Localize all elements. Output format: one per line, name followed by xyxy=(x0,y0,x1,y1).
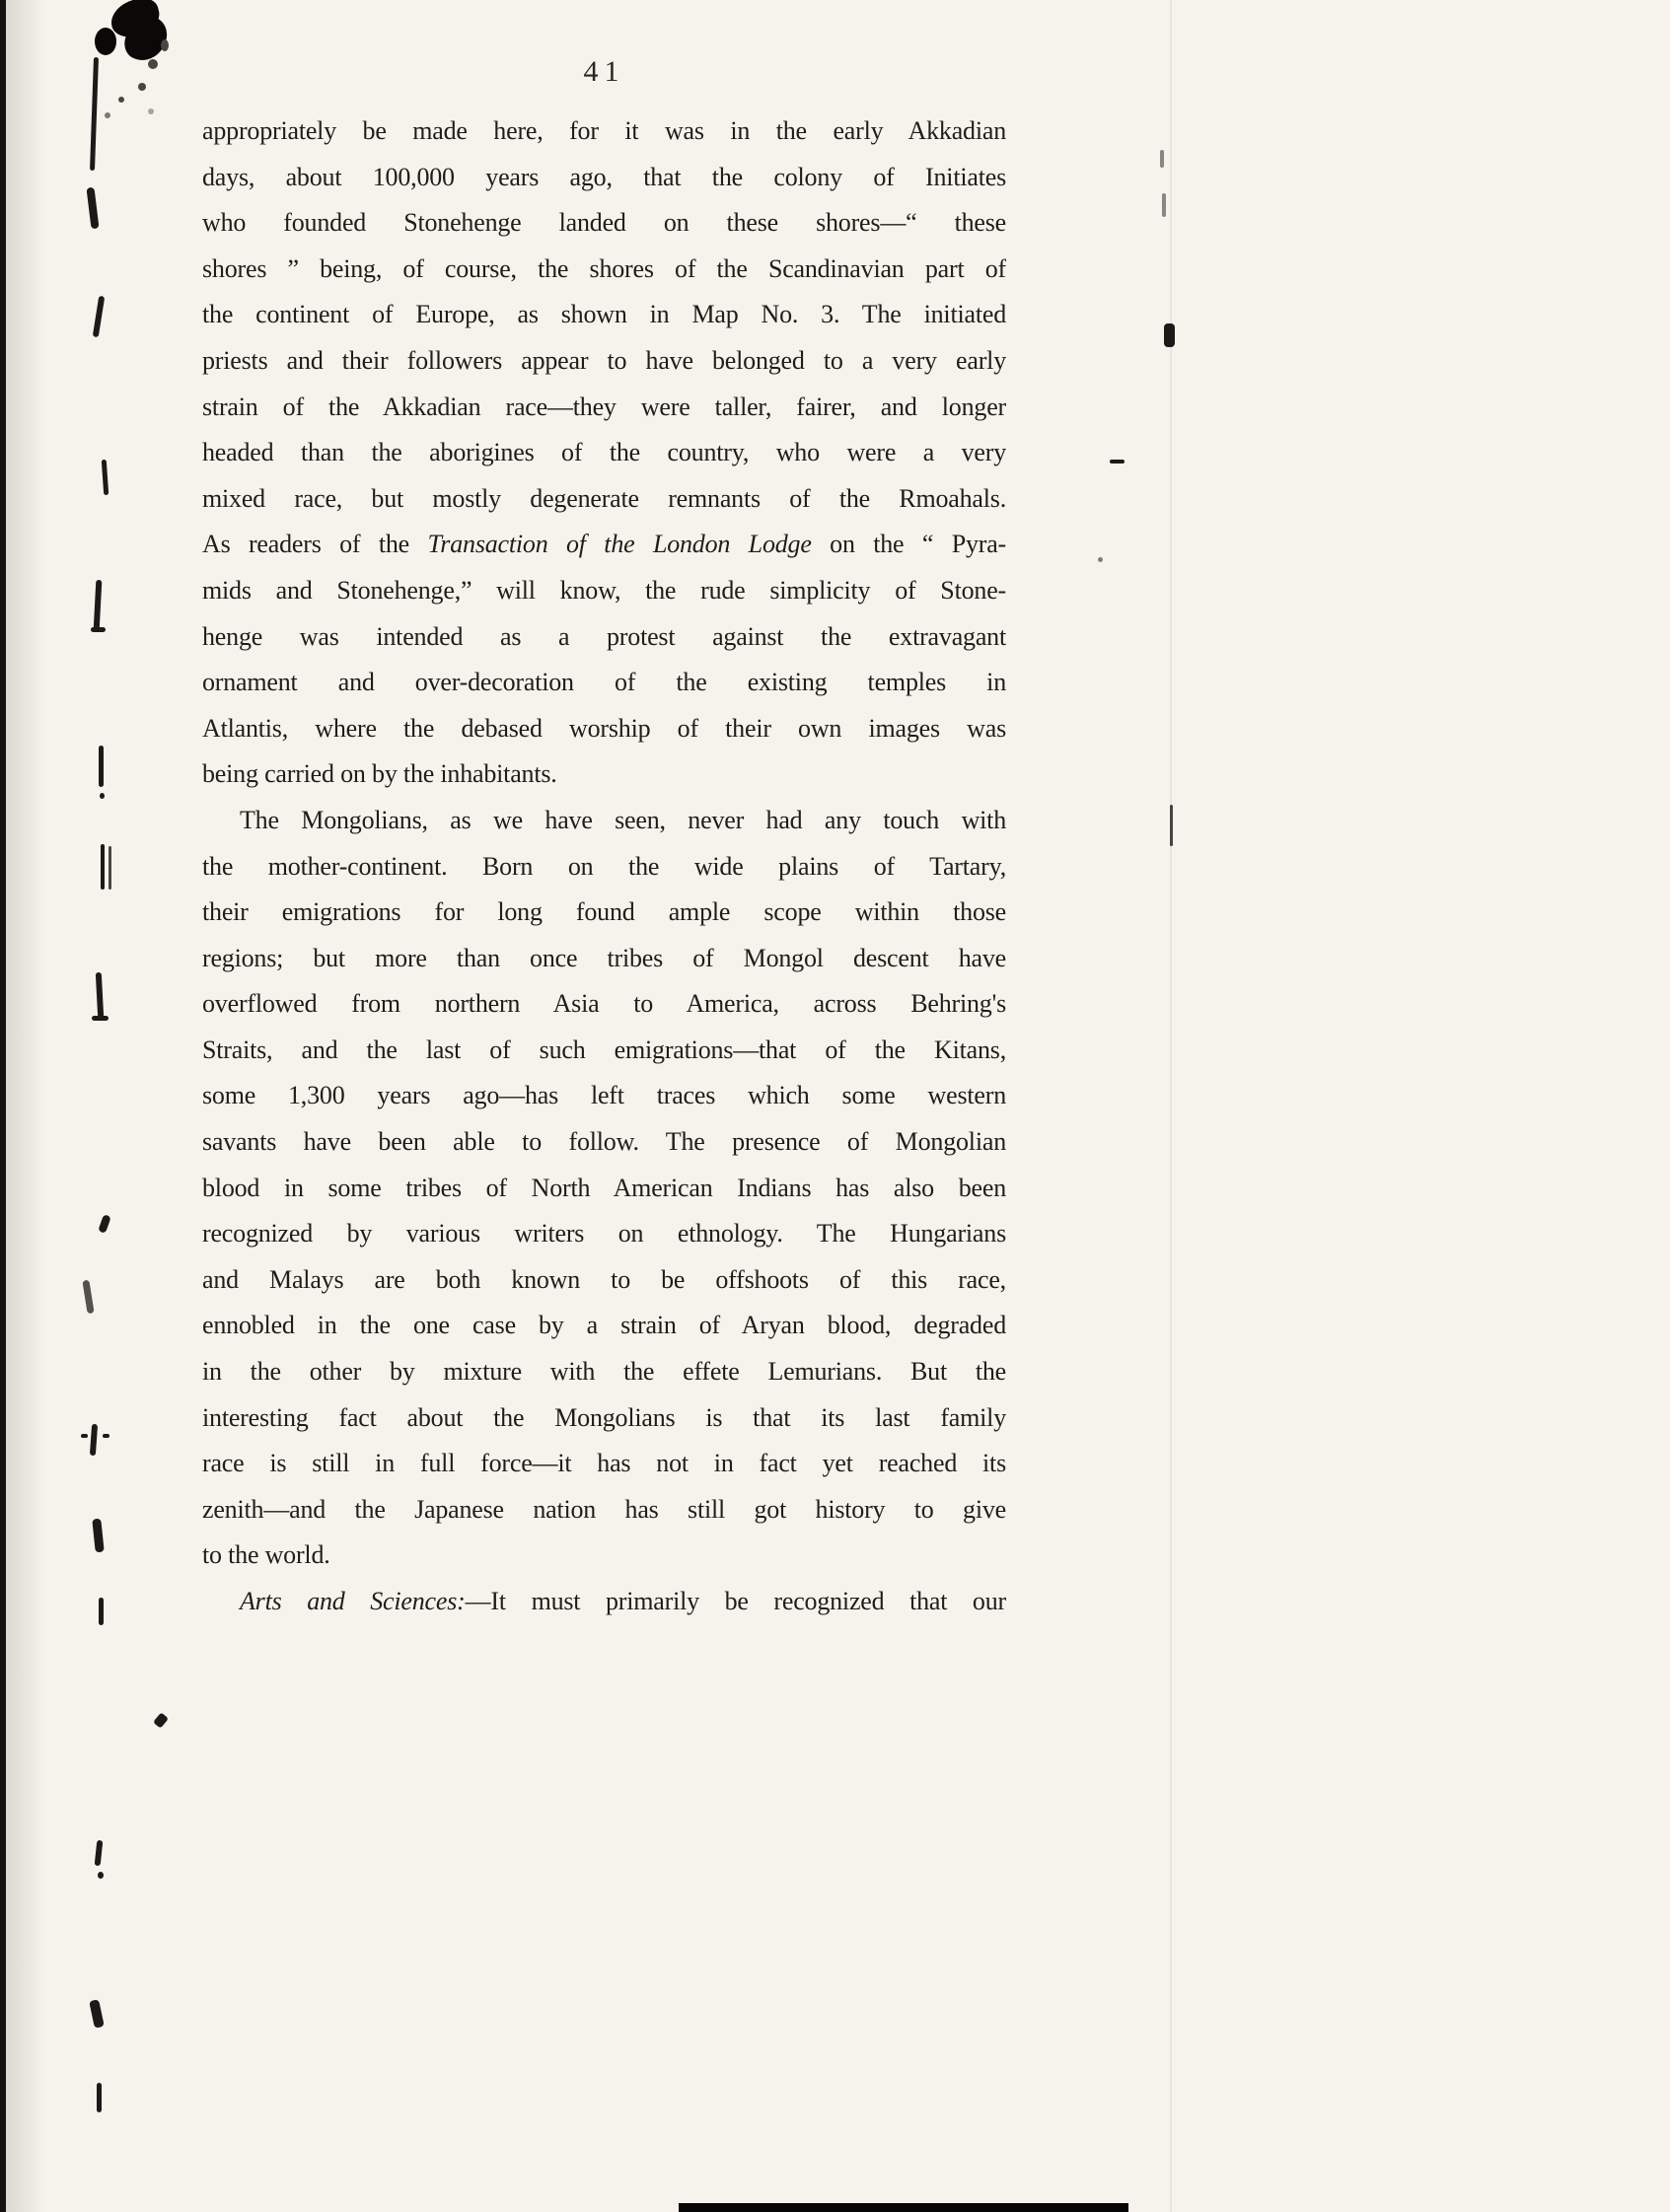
text-line xyxy=(202,522,1006,568)
margin-mark xyxy=(101,844,105,890)
margin-mark xyxy=(103,1434,109,1438)
body-text-segment: who founded Stonehenge landed on these shores—“ these xyxy=(202,208,1006,238)
margin-mark xyxy=(99,1598,104,1625)
body-text-segment: to the world. xyxy=(202,1540,330,1570)
margin-mark xyxy=(1160,150,1164,168)
margin-mark xyxy=(1098,557,1103,562)
text-line xyxy=(202,936,1006,982)
text-line xyxy=(202,1257,1006,1304)
text-line xyxy=(202,1303,1006,1349)
text-line xyxy=(202,751,1006,798)
margin-mark xyxy=(109,846,111,890)
body-text-segment: and Malays are both known to be offshoots of this race, xyxy=(202,1264,1006,1294)
text-line xyxy=(202,1211,1006,1257)
margin-mark xyxy=(90,57,99,171)
body-text-segment: The Mongolians, as we have seen, never had any touch with xyxy=(240,805,1006,834)
text-line xyxy=(202,1073,1006,1119)
ink-speck xyxy=(138,83,146,91)
margin-mark xyxy=(97,2083,102,2112)
scan-edge-shadow xyxy=(6,0,45,2212)
ink-blot xyxy=(95,28,116,55)
body-text-segment: As readers of the xyxy=(202,530,428,559)
margin-mark xyxy=(92,1519,105,1553)
margin-mark xyxy=(1170,805,1173,846)
body-text-segment: regions; but more than once tribes of Mongol descent have xyxy=(202,943,1006,972)
margin-mark xyxy=(93,296,105,337)
italic-text: Transaction of the London Lodge xyxy=(427,530,812,559)
margin-mark xyxy=(100,793,105,799)
text-line xyxy=(202,385,1006,431)
page-number: 41 xyxy=(583,55,625,88)
text-line xyxy=(202,1119,1006,1166)
text-line xyxy=(202,338,1006,385)
margin-mark xyxy=(1162,193,1166,217)
body-text-segment: blood in some tribes of North American Indians has also been xyxy=(202,1173,1006,1202)
body-text-segment: Straits, and the last of such emigrations—that of the Kitans, xyxy=(202,1035,1006,1064)
paragraph xyxy=(202,798,1006,1579)
margin-mark xyxy=(91,627,106,632)
text-line xyxy=(202,1349,1006,1395)
text-line xyxy=(202,430,1006,476)
ink-speck xyxy=(118,97,124,103)
margin-mark xyxy=(92,1016,109,1021)
text-line xyxy=(202,706,1006,752)
text-line xyxy=(202,1028,1006,1074)
margin-mark xyxy=(82,1280,94,1315)
text-line xyxy=(202,1441,1006,1487)
margin-mark xyxy=(86,187,99,230)
margin-mark xyxy=(96,972,104,1018)
text-line xyxy=(202,844,1006,891)
text-line xyxy=(202,476,1006,523)
body-text-segment: some 1,300 years ago—has left traces which some western xyxy=(202,1081,1006,1110)
margin-mark xyxy=(81,1434,88,1438)
body-text-segment: in the other by mixture with the effete Lemurians. But the xyxy=(202,1357,1006,1387)
margin-mark xyxy=(94,580,103,631)
text-line xyxy=(202,981,1006,1028)
text-line xyxy=(202,200,1006,247)
text-line xyxy=(202,614,1006,661)
paragraph xyxy=(202,108,1006,798)
scan-bottom-bar xyxy=(679,2203,1128,2212)
text-line xyxy=(202,1166,1006,1212)
text-line xyxy=(202,1579,1006,1625)
text-line xyxy=(202,568,1006,614)
margin-mark xyxy=(102,460,109,495)
body-text xyxy=(202,108,1006,1625)
body-text-segment: —It must primarily be recognized that our xyxy=(465,1587,1006,1615)
text-line xyxy=(202,1533,1006,1579)
body-text-segment: shores ” being, of course, the shores of the Scandinavian part of xyxy=(202,253,1006,283)
body-text-segment: overflowed from northern Asia to America, across Behring's xyxy=(202,989,1006,1019)
margin-mark xyxy=(153,1712,169,1728)
text-line xyxy=(202,1395,1006,1442)
body-text-segment: on the “ Pyra- xyxy=(811,530,1006,559)
text-line xyxy=(202,798,1006,844)
body-text-segment: mids and Stonehenge,” will know, the rude simplicity of Stone- xyxy=(202,575,1006,605)
italic-text: Arts and Sciences: xyxy=(240,1587,466,1615)
text-line xyxy=(202,890,1006,936)
text-line xyxy=(202,247,1006,293)
body-text-segment: the continent of Europe, as shown in Map No. 3. The initiated xyxy=(202,300,1006,329)
body-text-segment: headed than the aborigines of the country, who were a very xyxy=(202,438,1006,467)
body-text-segment: days, about 100,000 years ago, that the colony of Initiates xyxy=(202,162,1006,191)
body-text-segment: interesting fact about the Mongolians is that its last family xyxy=(202,1402,1006,1432)
margin-mark xyxy=(1164,323,1175,347)
body-text-segment: mixed race, but mostly degenerate remnants of the Rmoahals. xyxy=(202,483,1006,513)
body-text-segment: race is still in full force—it has not in fact yet reached its xyxy=(202,1449,1006,1478)
margin-mark xyxy=(1110,460,1125,464)
ink-speck xyxy=(105,112,110,118)
margin-mark xyxy=(89,1999,105,2028)
margin-mark xyxy=(98,1214,111,1234)
margin-mark xyxy=(99,746,104,787)
body-text-segment: recognized by various writers on ethnology. The Hungarians xyxy=(202,1219,1006,1249)
body-text-segment: savants have been able to follow. The presence of Mongolian xyxy=(202,1127,1006,1157)
body-text-segment: being carried on by the inhabitants. xyxy=(202,759,557,789)
text-line xyxy=(202,660,1006,706)
body-text-segment: priests and their followers appear to have belonged to a very early xyxy=(202,345,1006,375)
body-text-segment: ennobled in the one case by a strain of Aryan blood, degraded xyxy=(202,1311,1006,1340)
body-text-segment: Atlantis, where the debased worship of their own images was xyxy=(202,713,1006,743)
body-text-segment: henge was intended as a protest against the extravagant xyxy=(202,621,1006,651)
margin-mark xyxy=(98,1872,104,1879)
margin-mark xyxy=(95,1840,104,1866)
body-text-segment: their emigrations for long found ample scope within those xyxy=(202,897,1006,927)
text-line xyxy=(202,292,1006,338)
body-text-segment: the mother-continent. Born on the wide plains of Tartary, xyxy=(202,851,1006,881)
body-text-segment: ornament and over-decoration of the existing temples in xyxy=(202,668,1006,697)
body-text-segment: zenith—and the Japanese nation has still got history to give xyxy=(202,1494,1006,1524)
ink-speck xyxy=(148,59,158,69)
text-line xyxy=(202,108,1006,155)
ink-speck xyxy=(148,108,154,114)
text-line xyxy=(202,1487,1006,1534)
paragraph xyxy=(202,1579,1006,1625)
body-text-segment: strain of the Akkadian race—they were taller, fairer, and longer xyxy=(202,392,1006,421)
ink-speck xyxy=(161,39,169,51)
margin-mark xyxy=(90,1424,98,1456)
text-line xyxy=(202,155,1006,201)
body-text-segment: appropriately be made here, for it was in the early Akkadian xyxy=(202,116,1006,145)
